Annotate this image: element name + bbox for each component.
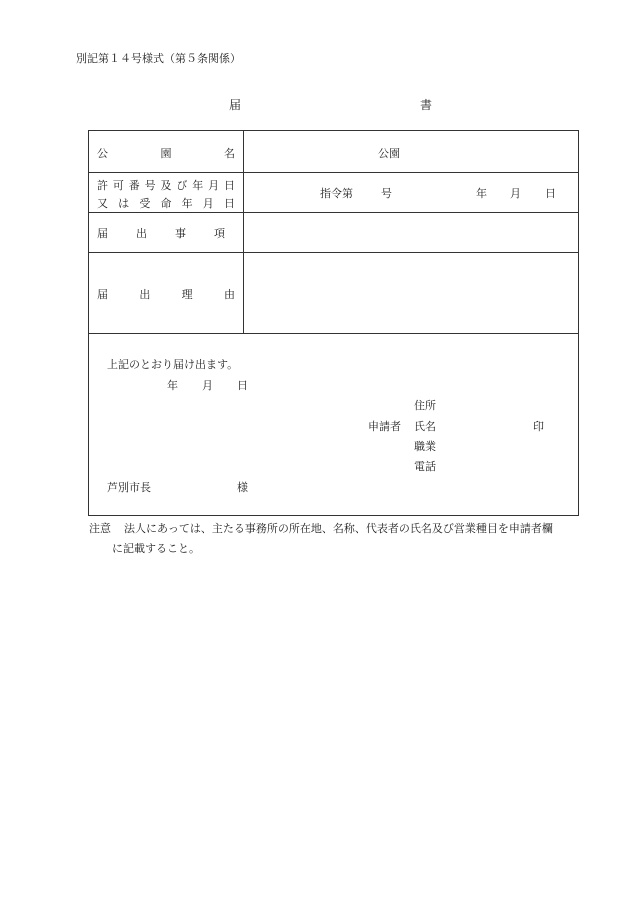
permit-prefix: 指令第 [320, 187, 353, 200]
seal-label: 印 [533, 420, 544, 433]
permit-number-label-line1: 許 可 番 号 及 び 年 月 日 [97, 179, 235, 192]
row-divider [89, 333, 578, 334]
park-suffix: 公園 [378, 147, 400, 160]
note-line-2: に記載すること。 [112, 542, 200, 555]
note-label: 注意 [89, 522, 111, 535]
name-label: 氏名 [414, 420, 436, 433]
permit-month: 月 [510, 187, 521, 200]
park-name-field[interactable] [378, 148, 400, 159]
column-divider [243, 131, 244, 333]
permit-day: 日 [545, 187, 556, 200]
row-divider [89, 252, 578, 253]
permit-number-label-line2: 又 は 受 命 年 月 日 [97, 197, 235, 210]
honorific: 様 [237, 481, 248, 494]
declaration-year: 年 [167, 379, 178, 392]
form-number: 別記第１４号様式（第５条関係） [76, 52, 241, 65]
note-line-1: 法人にあっては、主たる事務所の所在地、名称、代表者の氏名及び営業種目を申請者欄 [124, 522, 553, 535]
notification-reason-label: 届 出 理 由 [97, 288, 235, 301]
permit-year: 年 [476, 187, 487, 200]
permit-go: 号 [381, 187, 392, 200]
form-title-char-2: 書 [420, 98, 433, 112]
occupation-label: 職業 [414, 440, 436, 453]
row-divider [89, 212, 578, 213]
address-label: 住所 [414, 399, 436, 412]
declaration-day: 日 [237, 379, 248, 392]
phone-label: 電話 [414, 460, 436, 473]
notification-matter-label: 届 出 事 項 [97, 227, 225, 240]
declaration-month: 月 [202, 379, 213, 392]
row-divider [89, 172, 578, 173]
park-name-label: 公 園 名 [97, 147, 235, 160]
form-title-char-1: 届 [229, 98, 242, 112]
applicant-label: 申請者 [368, 420, 401, 433]
declaration-statement: 上記のとおり届け出ます。 [107, 358, 239, 371]
form-table [88, 130, 579, 516]
addressee: 芦別市長 [107, 481, 151, 494]
